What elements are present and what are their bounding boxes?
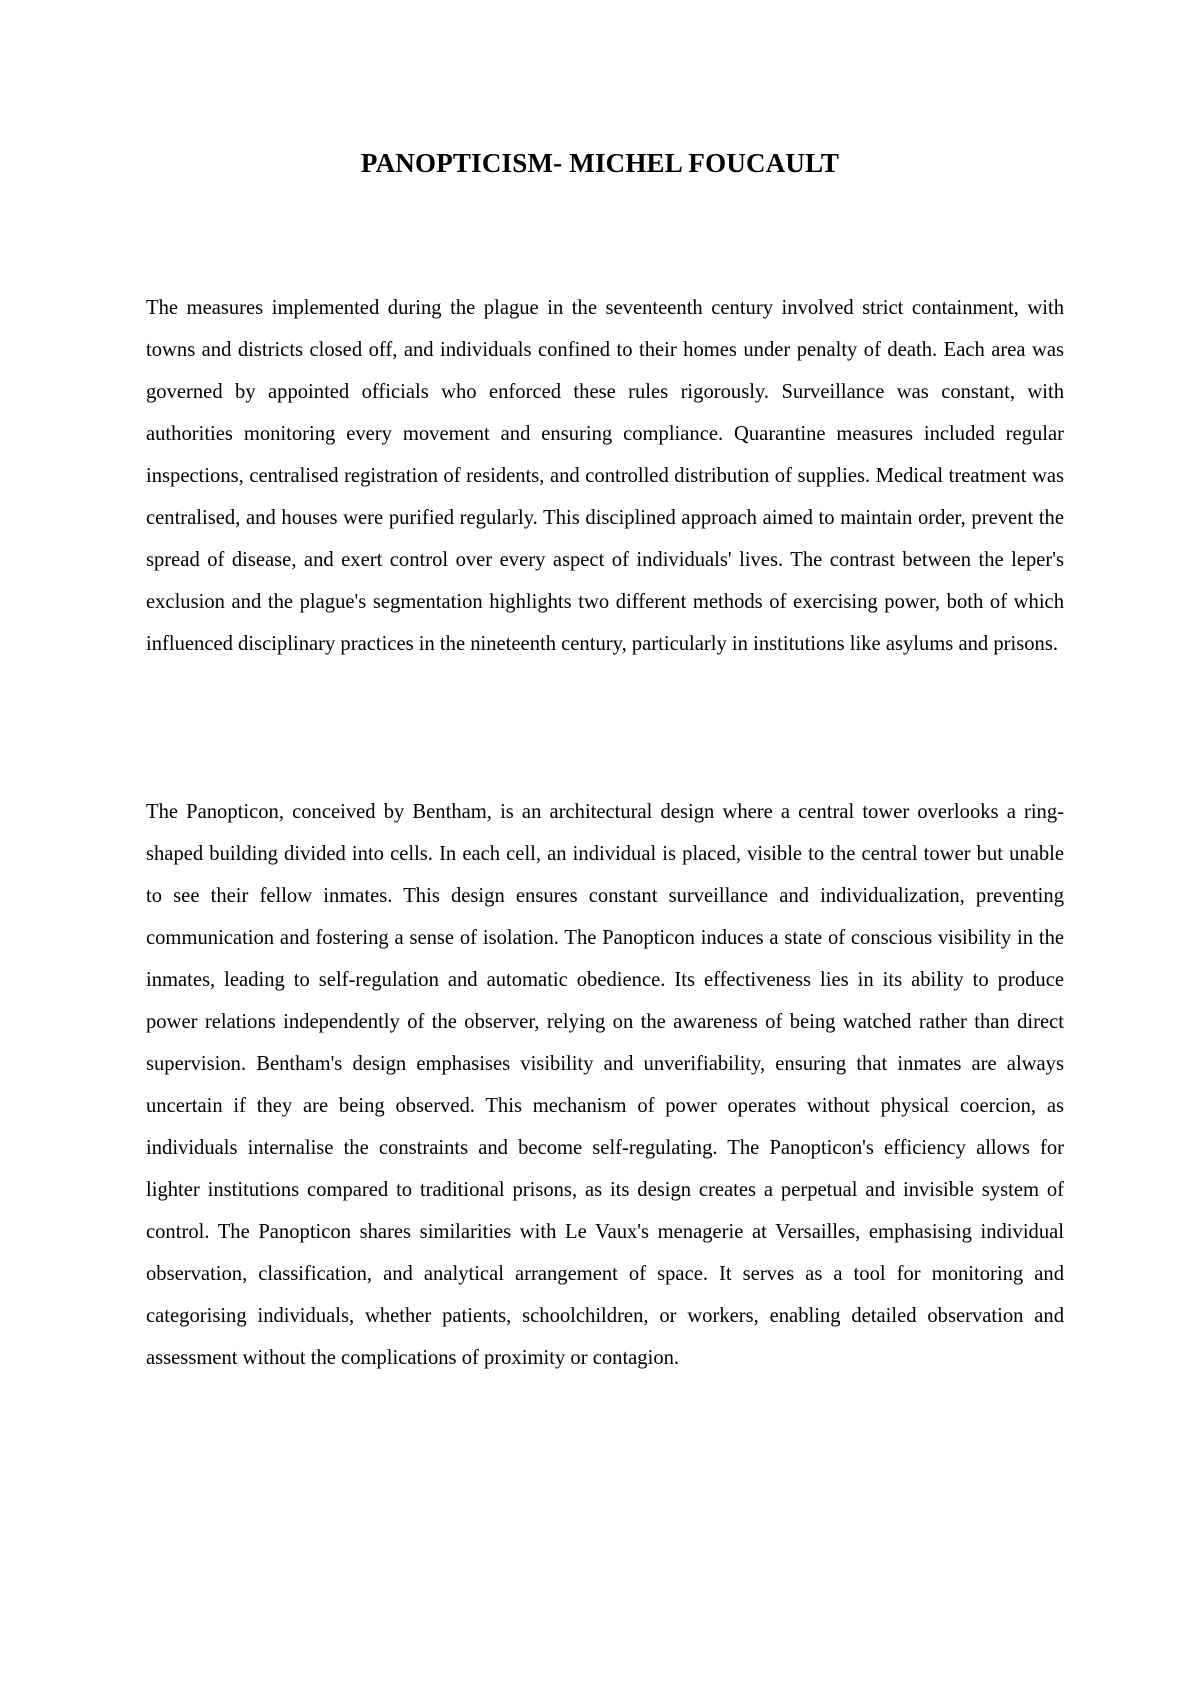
document-title: PANOPTICISM- MICHEL FOUCAULT — [360, 148, 840, 178]
body-paragraph-panopticon: The Panopticon, conceived by Bentham, is an architectural design where a central tower overlooks a ring-shaped building divided into cells. In each cell, an individual is placed, visible to the central tower but unable to see their fellow inmates. This design ensures constant surveillance and individualization, preventing communication and fostering a sense of isolation. The Panopticon induces a state of conscious visibility in the inmates, leading to self-regulation and automatic obedience. Its effectiveness lies in its ability to produce power relations independently of the observer, relying on the awareness of being watched rather than direct supervision. Bentham's design emphasises visibility and unverifiability, ensuring that inmates are always uncertain if they are being observed. This mechanism of power operates without physical coercion, as individuals internalise the constraints and become self-regulating. The Panopticon's efficiency allows for lighter institutions compared to traditional prisons, as its design creates a perpetual and invisible system of control. The Panopticon shares similarities with Le Vaux's menagerie at Versailles, emphasising individual observation, classification, and analytical arrangement of space. It serves as a tool for monitoring and categorising individuals, whether patients, schoolchildren, or workers, enabling detailed observation and assessment without the complications of proximity or contagion. — [146, 801, 1064, 1369]
body-paragraph-plague: The measures implemented during the plague in the seventeenth century involved strict containment, with towns and districts closed off, and individuals confined to their homes under penalty of death. Each area was governed by appointed officials who enforced these rules rigorously. Surveillance was constant, with authorities monitoring every movement and ensuring compliance. Quarantine measures included regular inspections, centralised registration of residents, and controlled distribution of supplies. Medical treatment was centralised, and houses were purified regularly. This disciplined approach aimed to maintain order, prevent the spread of disease, and exert control over every aspect of individuals' lives. The contrast between the leper's exclusion and the plague's segmentation highlights two different methods of exercising power, both of which influenced disciplinary practices in the nineteenth century, particularly in institutions like asylums and prisons. — [146, 297, 1064, 655]
